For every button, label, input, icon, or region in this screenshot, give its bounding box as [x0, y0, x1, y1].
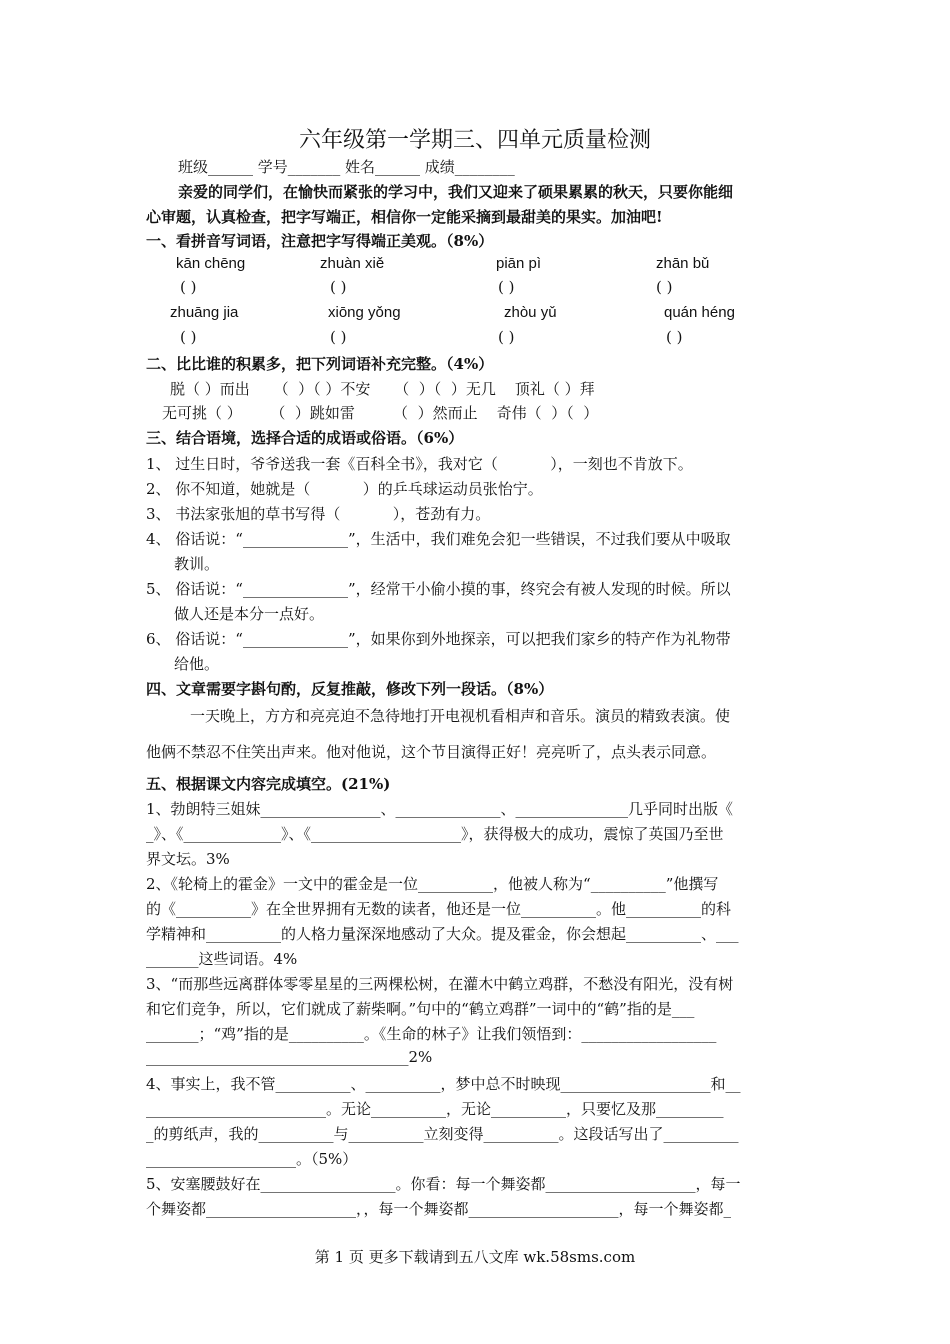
- fill-line: ________________________。无论__________，无论__________，只要忆及那_________: [146, 1100, 724, 1118]
- answer-blank: ( ): [180, 328, 197, 346]
- section-5-heading: 五、根据课文内容完成填空。(21%): [146, 775, 391, 793]
- answer-blank: ( ): [498, 278, 515, 296]
- intro-line-1: 亲爱的同学们，在愉快而紧张的学习中，我们又迎来了硕果累累的秋天，只要你能细: [178, 183, 734, 201]
- pinyin-6: xiōng yǒng: [328, 304, 401, 321]
- fill-line: 4、事实上，我不管__________、__________，梦中总不时映现____________________和__: [146, 1075, 741, 1093]
- section-3-heading: 三、结合语境，选择合适的成语或俗语。（6%）: [146, 429, 464, 447]
- fill-line: 的《__________》在全世界拥有无数的读者，他还是一位__________。他__________的科: [146, 900, 732, 918]
- page-footer: 第 1 页 更多下载请到五八文库 wk.58sms.com: [314, 1248, 636, 1266]
- pinyin-2: zhuàn xiě: [320, 255, 385, 272]
- fill-line: ____________________。（5%）: [146, 1150, 358, 1168]
- section-4-heading: 四、文章需要字斟句酌，反复推敲，修改下列一段话。（8%）: [146, 680, 554, 698]
- section-1-heading: 一、看拼音写词语，注意把字写得端正美观。（8%）: [146, 232, 494, 250]
- idiom-row-2: 无可挑（ ） （ ）跳如雷 （ ）然而止 奇伟（ ）（ ）: [162, 404, 599, 422]
- fill-line: 2、《轮椅上的霍金》一文中的霍金是一位__________，他被人称为“__________”他撰写: [146, 875, 719, 893]
- question-3-5: 5、 俗话说：“______________”，经常干小偷小摸的事，终究会有被人发现的时候。所以: [146, 580, 731, 598]
- fill-line: _》、《_____________》、《____________________》，获得极大的成功，震惊了英国乃至世: [146, 825, 724, 843]
- question-3-3: 3、 书法家张旭的草书写得（ ），苍劲有力。: [146, 505, 491, 523]
- answer-blank: ( ): [666, 328, 683, 346]
- fill-line: 和它们竞争，所以，它们就成了薪柴啊。”句中的“鹤立鸡群”一词中的“鹤”指的是___: [146, 1000, 695, 1018]
- question-3-1: 1、 过生日时，爷爷送我一套《百科全书》，我对它（ ），一刻也不肯放下。: [146, 455, 693, 473]
- fill-line: _______这些词语。4%: [146, 950, 298, 968]
- question-3-5-cont: 做人还是本分一点好。: [174, 605, 325, 623]
- fill-line: 学精神和__________的人格力量深深地感动了大众。提及霍金，你会想起__________、___: [146, 925, 739, 943]
- fill-line: 5、安塞腰鼓好在__________________。你看：每一个舞姿都____________________，每一: [146, 1175, 741, 1193]
- answer-blank: ( ): [498, 328, 515, 346]
- student-info-line: 班级______ 学号_______ 姓名______ 成绩________: [178, 158, 515, 176]
- fill-line: _______；“鸡”指的是__________。《生命的林子》让我们领悟到：__________________: [146, 1025, 717, 1043]
- intro-line-2: 心审题，认真检查，把字写端正，相信你一定能采摘到最甜美的果实。加油吧!: [146, 208, 663, 226]
- pinyin-3: piān pì: [496, 255, 542, 272]
- revise-paragraph-1: 一天晚上，方方和亮亮迫不急待地打开电视机看相声和音乐。演员的精致表演。使: [190, 707, 731, 725]
- pinyin-4: zhān bǔ: [656, 255, 710, 272]
- pinyin-8: quán héng: [664, 304, 735, 321]
- fill-line: ___________________________________2%: [146, 1048, 433, 1066]
- fill-line: 界文坛。3%: [146, 850, 230, 868]
- pinyin-1: kān chēng: [176, 255, 246, 272]
- question-3-6-cont: 给他。: [174, 655, 220, 673]
- pinyin-5: zhuāng jia: [170, 304, 239, 321]
- fill-line: 3、“而那些远离群体零零星星的三两棵松树，在灌木中鹤立鸡群，不愁没有阳光，没有树: [146, 975, 734, 993]
- question-3-2: 2、 你不知道，她就是（ ）的乒乓球运动员张怡宁。: [146, 480, 543, 498]
- question-3-6: 6、 俗话说：“______________”，如果你到外地探亲，可以把我们家乡的特产作为礼物带: [146, 630, 731, 648]
- idiom-row-1: 脱（ ）而出 （ ）（ ）不安 （ ）（ ）无几 顶礼（ ）拜: [170, 380, 595, 398]
- fill-line: 1、勃朗特三姐妹________________、______________、_______________几乎同时出版《: [146, 800, 734, 818]
- revise-paragraph-2: 他俩不禁忍不住笑出声来。他对他说，这个节目演得正好！亮亮听了，点头表示同意。: [146, 743, 717, 761]
- fill-line: 个舞姿都____________________，，每一个舞姿都____________________，每一个舞姿都_: [146, 1200, 732, 1218]
- answer-blank: ( ): [656, 278, 673, 296]
- answer-blank: ( ): [180, 278, 197, 296]
- answer-blank: ( ): [330, 328, 347, 346]
- section-2-heading: 二、比比谁的积累多，把下列词语补充完整。（4%）: [146, 355, 494, 373]
- pinyin-7: zhòu yǔ: [504, 304, 557, 321]
- question-3-4-cont: 教训。: [174, 555, 220, 573]
- fill-line: _的剪纸声，我的__________与__________立刻变得__________。这段话写出了__________: [146, 1125, 739, 1143]
- answer-blank: ( ): [330, 278, 347, 296]
- page-title: 六年级第一学期三、四单元质量检测: [298, 128, 651, 153]
- question-3-4: 4、 俗话说：“______________”，生活中，我们难免会犯一些错误，不过我们要从中吸取: [146, 530, 731, 548]
